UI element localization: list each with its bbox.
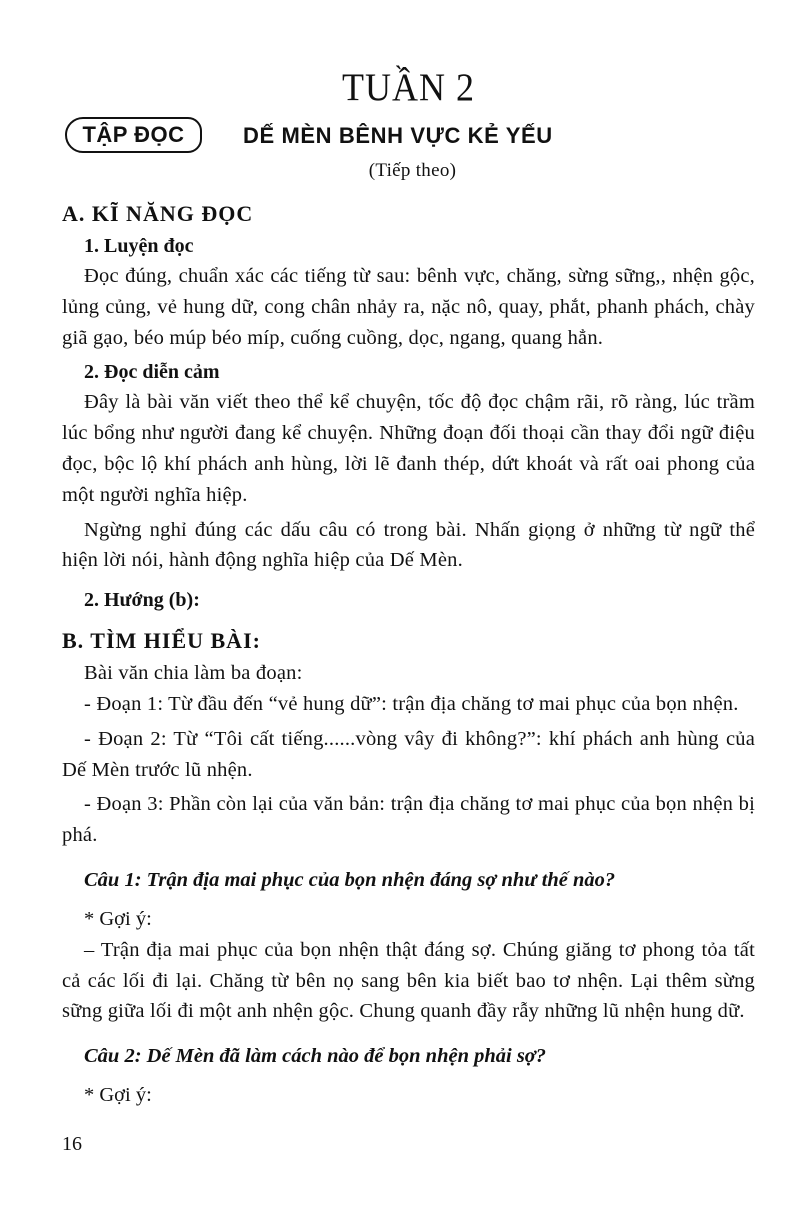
week-title: TUẦN 2: [342, 65, 475, 109]
lesson-title: DẾ MÈN BÊNH VỰC KẺ YẾU: [243, 123, 553, 148]
lesson-subtitle: (Tiếp theo): [368, 160, 457, 181]
hint-label-1: * Gợi ý:: [84, 907, 152, 930]
answer-1: – Trận địa mai phục của bọn nhện thật đáng sợ. Chúng giăng tơ phong tỏa tất cả các lối đi lại. Chăng từ bên nọ sang bên kia biết bao tơ nhện. Lại thêm sừng sững giữa lối đi một anh nhện gộc. Chung quanh đầy rẫy những lũ nhện hung dữ.: [62, 938, 755, 1023]
lesson-type-badge: TẬP ĐỌC: [65, 117, 202, 153]
part3-heading: 2. Hướng (b):: [84, 589, 200, 612]
page-content: [62, 197, 755, 1111]
section-a-heading: A. KĨ NĂNG ĐỌC: [62, 201, 254, 226]
hint-label-2: * Gợi ý:: [84, 1084, 152, 1107]
part2-paragraph: Ngừng nghỉ đúng các dấu câu có trong bài. Nhấn giọng ở những từ ngữ thể hiện lời nói, hành động nghĩa hiệp của Dế Mèn.: [62, 518, 755, 572]
section-b-intro: Bài văn chia làm ba đoạn:: [84, 662, 303, 685]
question-1: Câu 1: Trận địa mai phục của bọn nhện đáng sợ như thế nào?: [84, 868, 616, 891]
list-item: - Đoạn 2: Từ “Tôi cất tiếng......vòng vây đi không?”: khí phách anh hùng của Dế Mèn trước lũ nhện.: [62, 727, 755, 781]
question-2: Câu 2: Dế Mèn đã làm cách nào để bọn nhện phải sợ?: [84, 1045, 547, 1068]
page-number: 16: [62, 1133, 82, 1155]
list-item: - Đoạn 1: Từ đầu đến “vẻ hung dữ”: trận địa chăng tơ mai phục của bọn nhện.: [84, 692, 739, 715]
lesson-header: [62, 117, 755, 157]
part1-text: Đọc đúng, chuẩn xác các tiếng từ sau: bênh vực, chăng, sừng sững,, nhện gộc, lủng củng, vẻ hung dữ, cong chân nhảy ra, nặc nô, quay, phắt, phanh phách, chày giã gạo, béo múp béo míp, cuống cuồng, dọc, ngang, quang hẳn.: [62, 265, 755, 349]
part2-heading: 2. Đọc diễn cảm: [84, 361, 220, 384]
list-item: - Đoạn 3: Phần còn lại của văn bản: trận địa chăng tơ mai phục của bọn nhện bị phá.: [62, 793, 755, 847]
part2-paragraph: Đây là bài văn viết theo thể kể chuyện, tốc độ đọc chậm rãi, rõ ràng, lúc trầm lúc bổng như người đang kể chuyện. Những đoạn đối thoại cần thay đổi ngữ điệu đọc, bộc lộ khí phách anh hùng, lời lẽ đanh thép, dứt khoát và rất oai phong của một người nghĩa hiệp.: [62, 391, 755, 506]
section-b-heading: B. TÌM HIỂU BÀI:: [62, 628, 261, 654]
part1-heading: 1. Luyện đọc: [84, 235, 194, 257]
